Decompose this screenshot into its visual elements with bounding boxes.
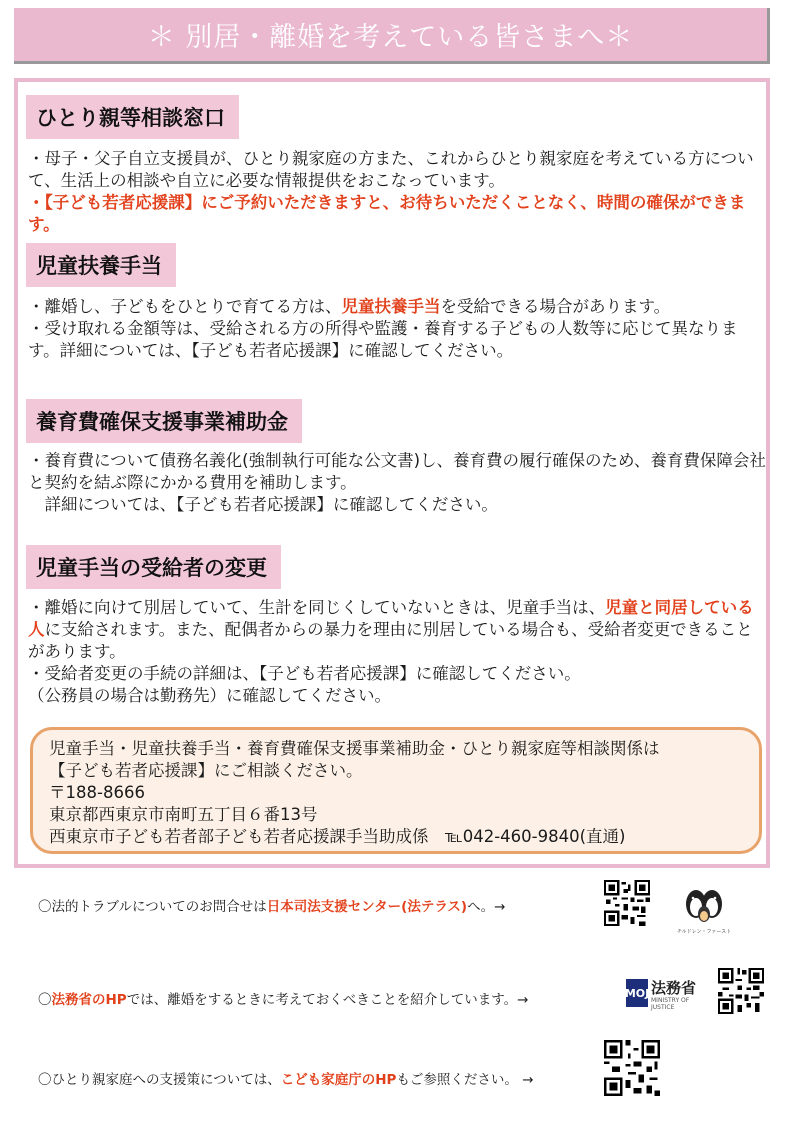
section-line: （公務員の場合は勤務先）に確認してください。 xyxy=(28,686,391,705)
qr-code-icon[interactable] xyxy=(718,968,764,1014)
section-yoikuhi-body xyxy=(28,450,768,516)
page-banner xyxy=(14,8,770,64)
penguin-caption: チルドレン・ファースト xyxy=(676,929,732,935)
section-line: ・受給者変更の手続の詳細は、【子ども若者応援課】に確認してください。 xyxy=(28,664,581,683)
banner-title: ＊ 別居・離婚を考えている皆さまへ＊ xyxy=(147,22,634,53)
contact-office: 西東京市子ども若者部子ども若者応援課手当助成係 ℡042-460-9840(直通) xyxy=(49,827,626,846)
contact-address: 東京都西東京市南町五丁目６番13号 xyxy=(49,805,318,824)
contact-line: 児童手当・児童扶養手当・養育費確保支援事業補助金・ひとり親家庭等相談関係は xyxy=(49,739,660,758)
section-line: ・母子・父子自立支援員が、ひとり親家庭の方また、これからひとり親家庭を考えている方について、生活上の相談や自立に必要な情報提供をおこなっています。 xyxy=(28,149,754,190)
highlight-text: 児童扶養手当 xyxy=(341,297,441,316)
footer-link-moj[interactable]: 〇法務省のHPでは、離婚をするときに考えておくべきことを紹介しています。→ xyxy=(38,992,529,1008)
section-line: ・受け取れる金額等は、受給される方の所得や監護・養育する子どもの人数等に応じて異なります。詳細については、【子ども若者応援課】に確認してください。 xyxy=(28,319,738,360)
heading-jido-teate: 児童手当の受給者の変更 xyxy=(26,545,281,589)
heading-yoikuhi: 養育費確保支援事業補助金 xyxy=(26,399,302,443)
section-line: 詳細については、【子ども若者応援課】に確認してください。 xyxy=(28,495,498,514)
section-jido-teate-body xyxy=(28,597,768,707)
moj-logo xyxy=(626,975,698,1015)
children-first-penguin-logo xyxy=(676,880,732,936)
section-line: ・離婚に向けて別居していて、生計を同じくしていないときは、児童手当は、児童と同居している人に支給されます。また、配偶者からの暴力を理由に別居している場合も、受給者変更できることがあります。 xyxy=(28,598,754,661)
section-hitorioya-body xyxy=(28,148,768,236)
qr-code-icon[interactable] xyxy=(604,1040,660,1096)
heading-hitorioya-consult: ひとり親等相談窓口 xyxy=(26,95,239,139)
moj-name: 法務省 xyxy=(651,979,697,997)
qr-code-icon[interactable] xyxy=(604,880,650,926)
section-line: ・養育費について債務名義化(強制執行可能な公文書)し、養育費の履行確保のため、養育費保障会社と契約を結ぶ際にかかる費用を補助します。 xyxy=(28,451,766,492)
heading-jido-fuyo: 児童扶養手当 xyxy=(26,243,176,287)
moj-mark-icon: MOJ xyxy=(626,979,648,1007)
contact-box xyxy=(30,727,762,854)
highlight-text: 児童と同居している人 xyxy=(28,598,754,639)
section-jido-fuyo-body xyxy=(28,296,768,362)
section-line-highlight: ・【子ども若者応援課】にご予約いただきますと、お待ちいただくことなく、時間の確保ができます。 xyxy=(28,193,746,234)
contact-postal: 〒188-8666 xyxy=(49,783,145,802)
moj-sub: MINISTRY OF JUSTICE xyxy=(651,997,690,1011)
contact-line: 【子ども若者応援課】にご相談ください。 xyxy=(49,761,363,780)
footer-link-kodomo-katei[interactable]: 〇ひとり親家庭への支援策については、こども家庭庁のHPもご参照ください。 → xyxy=(38,1072,534,1088)
footer-link-houterasu[interactable]: 〇法的トラブルについてのお問合せは日本司法支援センター(法テラス)へ。→ xyxy=(38,899,506,915)
section-line: ・離婚し、子どもをひとりで育てる方は、児童扶養手当を受給できる場合があります。 xyxy=(28,297,671,316)
